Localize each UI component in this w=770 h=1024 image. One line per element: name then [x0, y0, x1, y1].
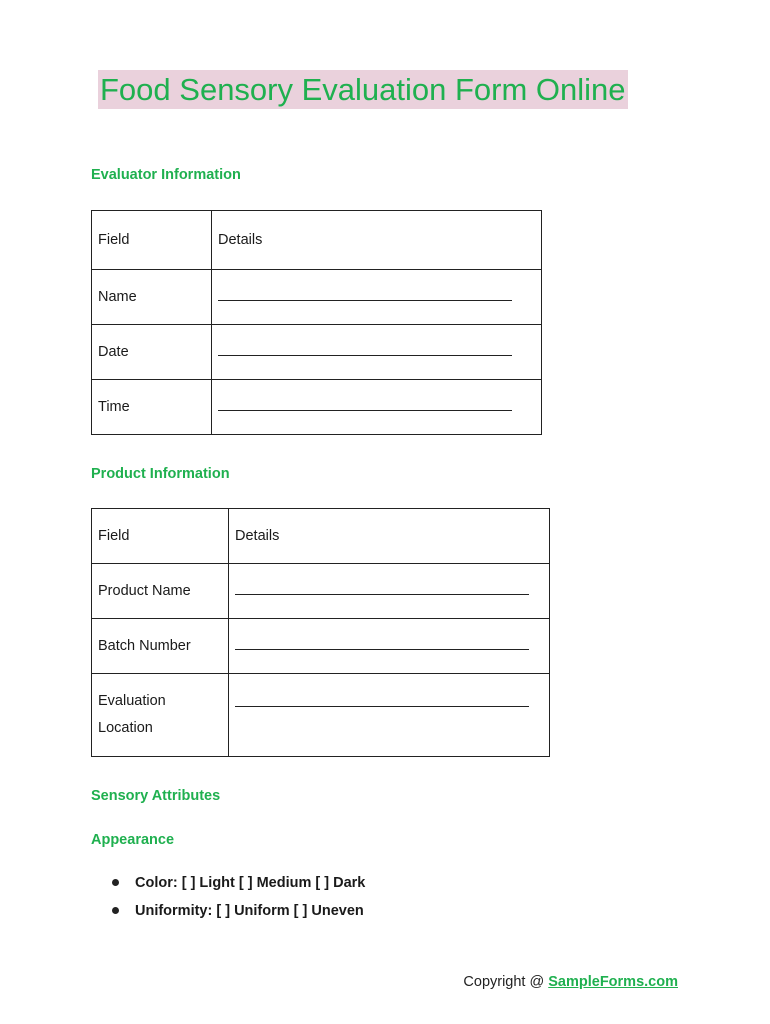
time-blank-field[interactable] [212, 380, 542, 435]
copyright-footer [463, 974, 678, 990]
table-row [92, 380, 542, 435]
field-label-product-name: Product Name [92, 564, 229, 619]
batch-number-blank-field[interactable] [229, 619, 550, 674]
column-header-field: Field [92, 211, 212, 270]
product-table [91, 508, 550, 757]
name-blank-field[interactable] [212, 270, 542, 325]
section-heading-evaluator: Evaluator Information [91, 167, 241, 183]
color-options[interactable]: Color: [ ] Light [ ] Medium [ ] Dark [135, 875, 366, 891]
table-row [92, 619, 550, 674]
bullet-icon [112, 879, 119, 886]
field-label-line: Evaluation [98, 693, 166, 709]
subsection-heading-appearance: Appearance [91, 832, 175, 848]
field-label-batch-number: Batch Number [92, 619, 229, 674]
copyright-text: Copyright @ [463, 974, 549, 990]
field-label-date: Date [92, 325, 212, 380]
table-header-row [92, 509, 550, 564]
table-row [92, 564, 550, 619]
list-item-color [112, 875, 365, 891]
table-row [92, 270, 542, 325]
column-header-details: Details [212, 211, 542, 270]
table-header-row [92, 211, 542, 270]
evaluator-table [91, 210, 542, 435]
date-blank-field[interactable] [212, 325, 542, 380]
field-label-time: Time [92, 380, 212, 435]
evaluation-location-blank-field[interactable] [229, 674, 550, 757]
table-row [92, 325, 542, 380]
field-label-evaluation-location [92, 674, 229, 757]
list-item-uniformity [112, 903, 364, 919]
product-name-blank-field[interactable] [229, 564, 550, 619]
field-label-name: Name [92, 270, 212, 325]
table-row [92, 674, 550, 757]
column-header-details: Details [229, 509, 550, 564]
brand-link[interactable]: SampleForms.com [548, 974, 678, 990]
page-title: Food Sensory Evaluation Form Online [100, 72, 626, 107]
uniformity-options[interactable]: Uniformity: [ ] Uniform [ ] Uneven [135, 903, 364, 919]
section-heading-product: Product Information [91, 466, 230, 482]
column-header-field: Field [92, 509, 229, 564]
bullet-icon [112, 907, 119, 914]
section-heading-sensory: Sensory Attributes [91, 788, 221, 804]
field-label-line: Location [98, 720, 153, 736]
